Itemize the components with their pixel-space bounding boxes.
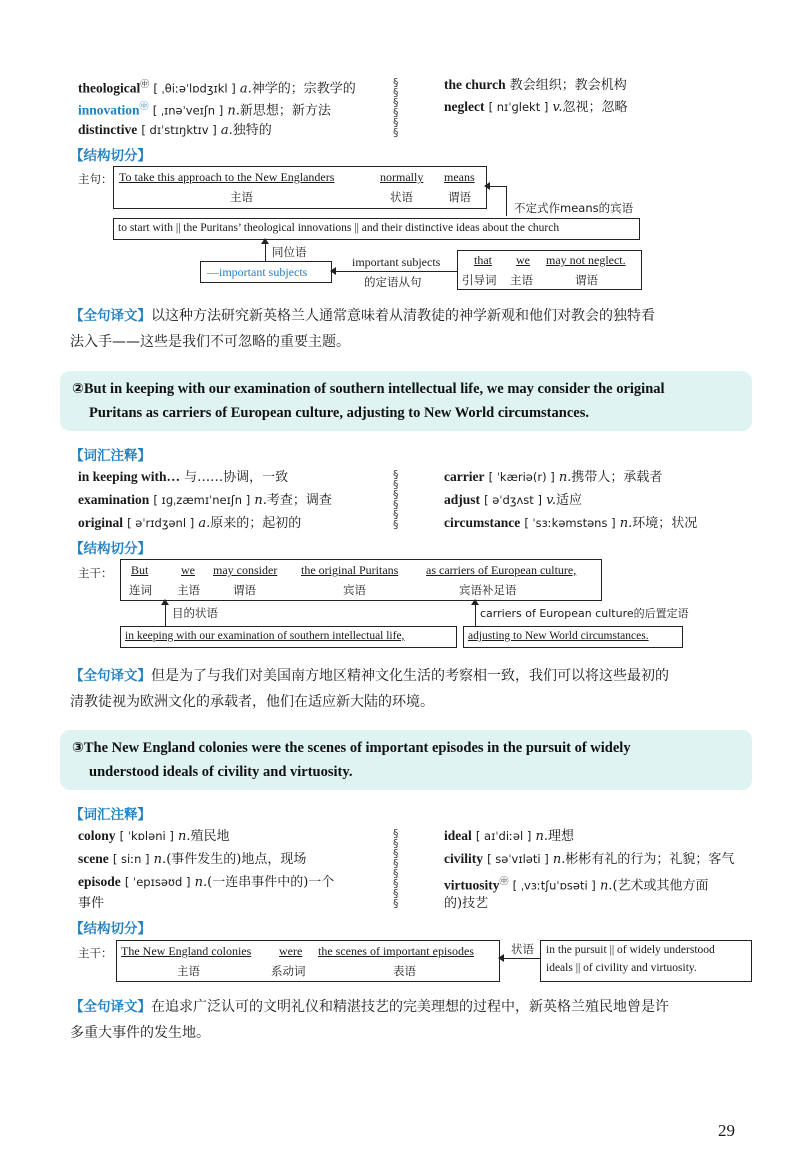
structure-label: 【结构切分】: [70, 148, 151, 164]
sentence-line: ②But in keeping with our examination of southern intellectual life, we may consider the original: [72, 381, 665, 397]
word-may-consider: may consider: [213, 563, 278, 577]
postpositive-label: carriers of European culture的后置定语: [480, 607, 689, 620]
label-object: 宾语: [343, 583, 366, 597]
predicate-label: 谓语: [448, 190, 471, 204]
appositive-text: —important subjects: [207, 265, 308, 279]
main-clause-label: 主干：: [78, 566, 113, 580]
word-subject: The New England colonies: [121, 944, 252, 958]
label-conj: 连词: [129, 583, 152, 597]
structure-label: 【结构切分】: [70, 921, 151, 937]
vocab-entry: adjust [ əˈdʒʌst ] v.适应: [444, 492, 583, 508]
divider-squiggle: § § § § § §: [393, 468, 399, 531]
relative-clause-box: [457, 250, 642, 290]
vocab-entry: distinctive [ dɪˈstɪŋktɪv ] a.独特的: [78, 122, 272, 138]
vocab-entry: the church 教会组织；教会机构: [444, 77, 627, 93]
adverbial-box: [540, 940, 752, 982]
label-complement: 宾语补足语: [459, 583, 517, 597]
adverbial-text: in the pursuit || of widely understood: [546, 944, 715, 956]
sentence-box: [60, 371, 752, 431]
subject-label: 主语: [230, 190, 253, 204]
vocab-entry: theological㊥ [ ˌθiːəˈlɒdʒɪkl ] a.神学的；宗教学的: [78, 80, 356, 97]
main-clause-box: [116, 940, 500, 982]
translation-block: 【全句译文】以这种方法研究新英格兰人通常意味着从清教徒的神学新观和他们对教会的独特看 法入手——这些是我们不可忽略的重要主题。: [70, 308, 655, 350]
word-object: the original Puritans: [301, 563, 399, 577]
adverbial-text: ideals || of civility and virtuosity.: [546, 962, 697, 974]
translation-block: 【全句译文】在追求广泛认可的文明礼仪和精湛技艺的完美理想的过程中，新英格兰殖民地曾是许 多重大事件的发生地。: [70, 999, 669, 1041]
sentence-line: ③The New England colonies were the scenes of important episodes in the pursuit of widely: [72, 740, 631, 756]
main-sentence-label: 主句：: [78, 172, 113, 186]
attrib-word: important subjects: [352, 255, 441, 269]
word-predicative: the scenes of important episodes: [318, 944, 474, 958]
vocab-entry: circumstance [ ˈsɜːkəmstəns ] n.环境；状况: [444, 515, 698, 531]
word-but: But: [131, 563, 149, 577]
purpose-label: 目的状语: [172, 606, 218, 620]
vocab-entry: scene [ siːn ] n.(事件发生的)地点，现场: [78, 851, 307, 867]
vocab-entry: carrier [ ˈkæriə(r) ] n.携带人；承载者: [444, 469, 663, 485]
vocab-entry: colony [ ˈkɒləni ] n.殖民地: [78, 828, 230, 844]
clause-pred-label: 谓语: [575, 273, 598, 287]
appositive-label: 同位语: [272, 245, 307, 259]
main-clause-label: 主干：: [78, 946, 113, 960]
vocab-entry: episode [ ˈepɪsəʊd ] n.(一连串事件中的)一个: [78, 874, 335, 890]
translation-block: 【全句译文】但是为了与我们对美国南方地区精神文化生活的考察相一致，我们可以将这些最初的 清教徒视为欧洲文化的承载者，他们在适应新大陆的环境。: [70, 668, 669, 710]
label-subject: 主语: [177, 964, 200, 978]
sentence-box: [60, 730, 752, 790]
label-predicative: 表语: [393, 964, 416, 978]
postpositive-text: adjusting to New World circumstances.: [468, 630, 649, 642]
predicate-text: means: [444, 170, 475, 184]
adverbial-text: normally: [380, 170, 424, 184]
attrib-label: 的定语从句: [364, 275, 422, 289]
sentence-line: Puritans as carriers of European culture, adjusting to New World circumstances.: [89, 405, 589, 421]
vocab-entry: ideal [ aɪˈdiːəl ] n.理想: [444, 828, 574, 844]
infinitive-text: to start with || the Puritans’ theological innovations || and their distinctive ideas about the church: [118, 222, 560, 234]
word-we: we: [181, 563, 195, 577]
vocab-entry: neglect [ nɪˈɡlekt ] v.忽视；忽略: [444, 99, 628, 115]
label-predicate: 谓语: [233, 583, 256, 597]
label-subject: 主语: [177, 583, 200, 597]
appositive-box: [200, 261, 332, 283]
clause-pred: may not neglect.: [546, 253, 626, 267]
purpose-box: [120, 626, 457, 648]
adverbial-label: 状语: [511, 942, 534, 956]
clause-that: that: [474, 253, 492, 267]
purpose-text: in keeping with our examination of southern intellectual life,: [125, 630, 405, 642]
vocab-entry: 的)技艺: [444, 896, 489, 911]
vocab-entry: virtuosity㊥ [ ˌvɜːtʃuˈɒsəti ] n.(艺术或其他方面: [444, 877, 709, 894]
vocab-entry: 事件: [78, 896, 105, 911]
clause-that-label: 引导词: [462, 273, 497, 287]
vocab-entry: in keeping with… 与……协调，一致: [78, 469, 289, 485]
clause-we-label: 主语: [510, 273, 533, 287]
vocab-entry: innovation㊥ [ ˌɪnəˈveɪʃn ] n.新思想；新方法: [78, 102, 331, 119]
main-clause-box: [120, 559, 602, 601]
vocab-label: 【词汇注释】: [70, 807, 151, 823]
divider-squiggle: § § § § § §: [393, 76, 399, 139]
adverbial-label: 状语: [390, 190, 413, 204]
infinitive-note: 不定式作means的宾语: [514, 201, 634, 215]
vocab-entry: examination [ ɪɡˌzæmɪˈneɪʃn ] n.考查；调查: [78, 492, 332, 508]
main-clause-box: [113, 166, 487, 209]
subject-text: To take this approach to the New Englanders: [119, 170, 335, 184]
clause-we: we: [516, 253, 530, 267]
structure-label: 【结构切分】: [70, 541, 151, 557]
label-link-verb: 系动词: [271, 964, 306, 978]
vocab-entry: original [ əˈrɪdʒənl ] a.原来的；起初的: [78, 515, 302, 531]
infinitive-box: [113, 218, 640, 240]
word-complement: as carriers of European culture,: [426, 563, 577, 577]
sentence-line: understood ideals of civility and virtuosity.: [89, 764, 353, 780]
page-number: 29: [718, 1121, 735, 1140]
postpositive-box: [463, 626, 683, 648]
vocab-entry: civility [ səˈvɪləti ] n.彬彬有礼的行为；礼貌；客气: [444, 851, 735, 867]
word-verb: were: [279, 944, 303, 958]
divider-squiggle: § § § § § § § §: [393, 827, 399, 910]
vocab-label: 【词汇注释】: [70, 448, 151, 464]
